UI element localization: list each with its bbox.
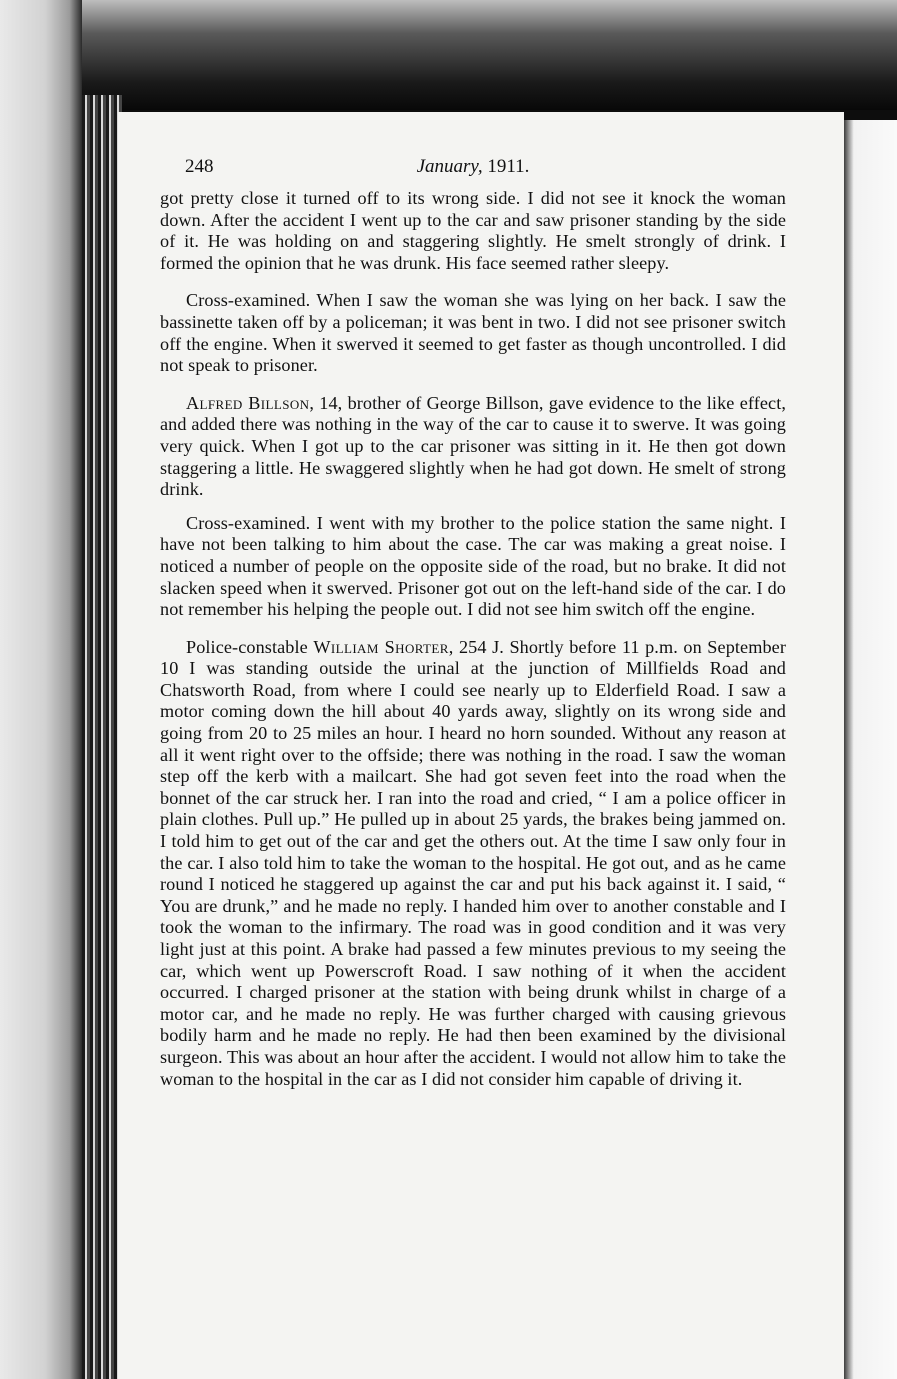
paragraph-5-prefix: Police-constable	[186, 636, 314, 657]
paragraph-1: got pretty close it turned off to its wrong side. I did not see it knock the woman down. After the accident I went up to the car and saw prisoner standing by the side of it. He was holding on and staggering slightly. He smelt strongly of drink. I formed the opinion that he was drunk. His face seemed rather sleepy.	[160, 188, 786, 273]
paragraph-5	[160, 637, 786, 1090]
running-title-year: 1911.	[487, 156, 530, 177]
paragraph-4: Cross-examined. I went with my brother to the police station the same night. I have not been talking to him about the case. The car was making a great noise. I noticed a number of people on the opposite side of the road, but no brake. It did not slacken speed when it swerved. Prisoner got out on the left-hand side of the car. I do not remember his helping the people out. I did not see him switch off the engine.	[160, 512, 786, 620]
facing-page-edge	[843, 120, 897, 1379]
scan-background-left	[0, 0, 82, 1379]
paragraph-3	[160, 393, 786, 501]
running-title	[160, 156, 786, 178]
witness-name-william-shorter: William Shorter	[313, 636, 449, 657]
page-number: 248	[185, 156, 214, 177]
book-spine-binding	[82, 95, 122, 1379]
paragraph-2: Cross-examined. When I saw the woman she was lying on her back. I saw the bassinette taken off by a policeman; it was bent in two. I did not see prisoner switch off the engine. When it swerved it seemed to get faster as though uncontrolled. I did not speak to prisoner.	[160, 290, 786, 376]
paragraph-3-text: , 14, brother of George Billson, gave evidence to the like effect, and added there was nothing in the way of the car to cause it to swerve. It was going very quick. When I got up to the car prisoner was sitting in it. He then got down staggering a little. He swaggered slightly when he had got down. He smelt of strong drink.	[160, 392, 786, 500]
scan-background-top	[0, 0, 897, 110]
running-title-month: January,	[416, 156, 483, 177]
page-content	[160, 148, 786, 1090]
witness-name-alfred-billson: Alfred Billson	[186, 392, 310, 413]
paragraph-5-text: , 254 J. Shortly before 11 p.m. on September 10 I was standing outside the urinal at the junction of Millfields Road and Chatsworth Road, from where I could see nearly up to Elderfield Road. I saw a motor coming down the hill about 40 yards away, slightly on its wrong side and going from 20 to 25 miles an hour. I heard no horn sounded. Without any reason at all it went right over to the offside; there was nothing in the road. I saw the woman step off the kerb with a mailcart. She had got seven feet into the road when the bonnet of the car struck her. I ran into the road and cried, “ I am a police officer in plain clothes. Pull up.” He pulled up in about 25 yards, the brakes being jammed on. I told him to get out of the car and get the others out. At the time I saw only four in the car. I also told him to take the woman to the hospital. He got out, and as he came round I noticed he staggered up against the car and put his back against it. I said, “ You are drunk,” and he made no reply. I handed him over to another constable and I took the woman to the infirmary. The road was in good condition and it was very light just at this point. A brake had passed a few minutes previous to my seeing the car, which went up Powerscroft Road. I saw nothing of it when the accident occurred. I charged prisoner at the station with being drunk whilst in charge of a motor car, and he made no reply. He was further charged with causing grievous bodily harm and he made no reply. He had then been examined by the divisional surgeon. This was about an hour after the accident. I would not allow him to take the woman to the hospital in the car as I did not consider him capable of driving it.	[160, 636, 786, 1089]
running-header	[160, 148, 786, 188]
